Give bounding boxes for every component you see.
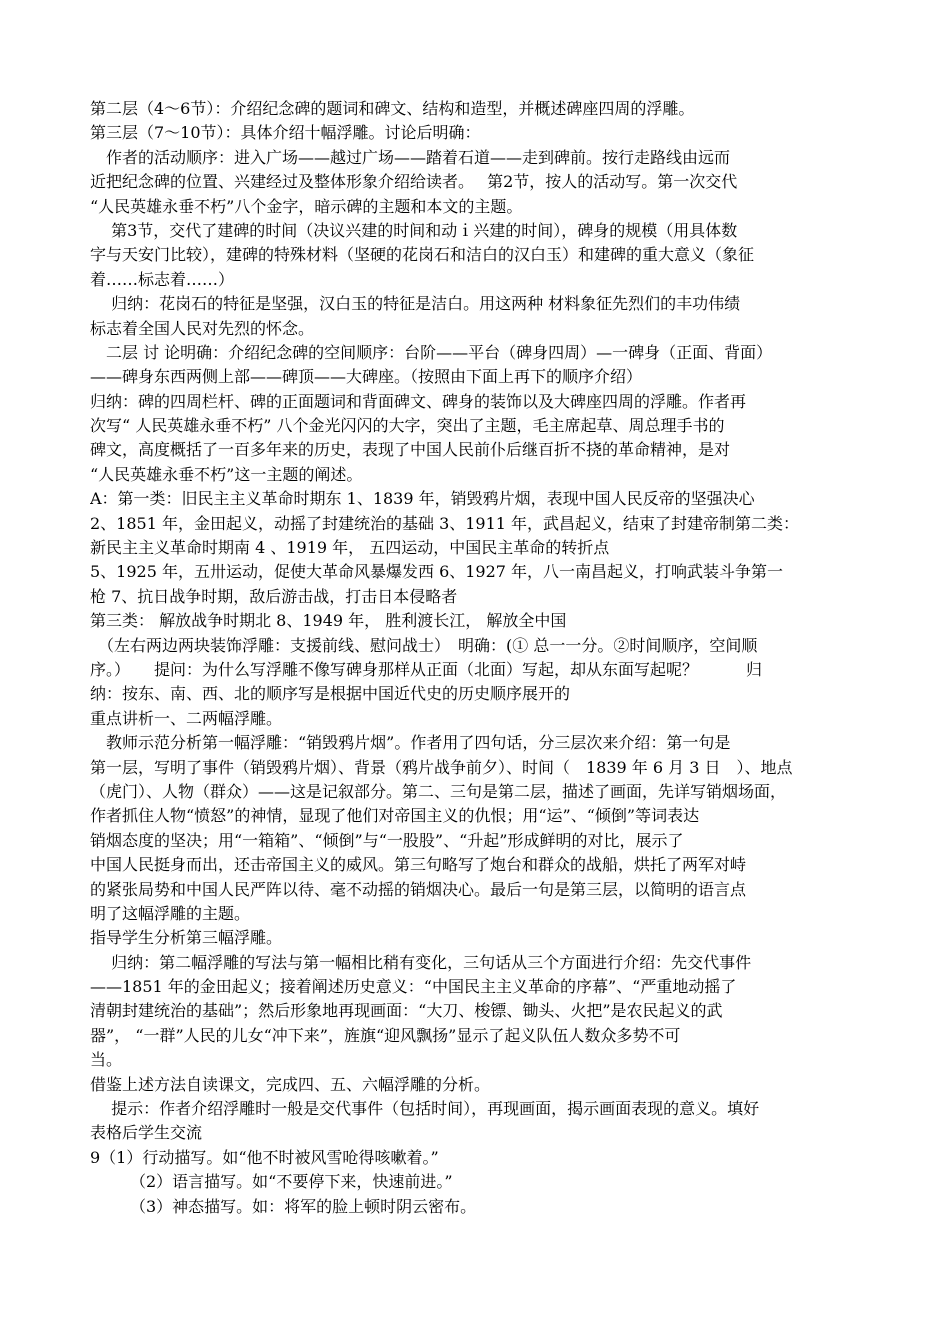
text-line: “人民英雄永垂不朽”八个金字，暗示碑的主题和本文的主题。	[90, 196, 523, 216]
text-line: 着……标志着……）	[90, 269, 235, 289]
text-line: 标志着全国人民对先烈的怀念。	[90, 318, 315, 338]
text-line: 指导学生分析第三幅浮雕。	[90, 928, 283, 948]
text-line: 作者抓住人物“愤怒”的神情，显现了他们对帝国主义的仇恨；用“运”、“倾倒”等词表达	[90, 806, 700, 826]
text-line: 碑文，高度概括了一百多年来的历史，表现了中国人民前仆后继百折不挠的革命精神，是对	[90, 440, 731, 460]
text-line: 枪 7、抗日战争时期，敌后游击战，打击日本侵略者	[90, 586, 458, 606]
text-line: 销烟态度的坚决；用“一箱箱”、“倾倒”与“一股股”、“升起”形成鲜明的对比，展示了	[90, 830, 684, 850]
text-line: 二层 讨 论明确：介绍纪念碑的空间顺序：台阶——平台（碑身四周）—一碑身（正面、背面）	[90, 342, 773, 362]
text-line: A：第一类：旧民主主义革命时期东 1、1839 年，销毁鸦片烟，表现中国人民反帝的坚强决心	[90, 489, 755, 509]
text-line: 序。） 提问：为什么写浮雕不像写碑身那样从正面（北面）写起，却从东面写起呢？ 归	[90, 659, 763, 679]
text-line: （3）神态描写。如：将军的脸上顿时阴云密布。	[90, 1196, 477, 1216]
text-line: 纳：按东、南、西、北的顺序写是根据中国近代史的历史顺序展开的	[90, 684, 571, 704]
text-line: （左右两边两块装饰浮雕：支援前线、慰问战士） 明确：(① 总一一分。②时间顺序，空间顺	[90, 635, 758, 655]
text-line: 第三层（7～10节）：具体介绍十幅浮雕。讨论后明确：	[90, 123, 481, 143]
text-line: （2）语言描写。如“不要停下来，快速前进。”	[90, 1172, 453, 1192]
text-line: 教师示范分析第一幅浮雕：“销毁鸦片烟”。作者用了四句话，分三层次来介绍：第一句是	[90, 733, 731, 753]
text-line: 归纳：碑的四周栏杆、碑的正面题词和背面碑文、碑身的装饰以及大碑座四周的浮雕。作者再	[90, 391, 747, 411]
text-line: 归纳：第二幅浮雕的写法与第一幅相比稍有变化，三句话从三个方面进行介绍：先交代事件	[90, 952, 752, 972]
text-line: 近把纪念碑的位置、兴建经过及整体形象介绍给读者。 第2节，按人的活动写。第一次交代	[90, 172, 738, 192]
text-line: 重点讲析一、二两幅浮雕。	[90, 708, 283, 728]
text-line: 字与天安门比较），建碑的特殊材料（坚硬的花岗石和洁白的汉白玉）和建碑的重大意义（象征	[90, 245, 755, 265]
text-line: 第3节，交代了建碑的时间（决议兴建的时间和动ｉ兴建的时间），碑身的规模（用具体数	[90, 220, 738, 240]
text-line: 器”， “一群”人民的儿女“冲下来”，旌旗“迎风飘扬”显示了起义队伍人数众多势不可	[90, 1025, 681, 1045]
document-body	[90, 97, 870, 1219]
text-line: 中国人民挺身而出，还击帝国主义的威风。第三句略写了炮台和群众的战船，烘托了两军对峙	[90, 855, 747, 875]
text-line: 9（1）行动描写。如“他不时被风雪呛得咳嗽着。”	[90, 1147, 439, 1167]
text-line: 第一层，写明了事件（销毁鸦片烟）、背景（鸦片战争前夕）、时间（ 1839 年 6 月 3 日 ）、地点	[90, 757, 793, 777]
text-line: 作者的活动顺序：进入广场——越过广场——踏着石道——走到碑前。按行走路线由远而	[90, 147, 731, 167]
text-line: 第三类： 解放战争时期北 8、1949 年， 胜利渡长江， 解放全中国	[90, 611, 567, 631]
text-line: 次写“ 人民英雄永垂不朽” 八个金光闪闪的大字，突出了主题，毛主席起草、周总理手书的	[90, 416, 725, 436]
text-line: 清朝封建统治的基础”；然后形象地再现画面：“大刀、梭镖、锄头、火把”是农民起义的武	[90, 1001, 723, 1021]
text-line: 表格后学生交流	[90, 1123, 203, 1143]
text-line: 5、1925 年，五卅运动，促使大革命风暴爆发西 6、1927 年，八一南昌起义，打响武装斗争第一	[90, 562, 784, 582]
text-line: “人民英雄永垂不朽”这一主题的阐述。	[90, 464, 363, 484]
text-line: 借鉴上述方法自读课文，完成四、五、六幅浮雕的分析。	[90, 1074, 491, 1094]
text-line: 提示：作者介绍浮雕时一般是交代事件（包括时间），再现画面，揭示画面表现的意义。填好	[90, 1099, 760, 1119]
text-line: ——碑身东西两侧上部——碑顶——大碑座。（按照由下面上再下的顺序介绍）	[90, 367, 643, 387]
text-line: 的紧张局势和中国人民严阵以待、毫不动摇的销烟决心。最后一句是第三层，以简明的语言点	[90, 879, 747, 899]
text-line: （虎门）、人物（群众）——这是记叙部分。第二、三句是第二层，描述了画面，先详写销烟场面，	[90, 781, 787, 801]
text-line: ——1851 年的金田起义；接着阐述历史意义：“中国民主主义革命的序幕”、“严重地动摇了	[90, 977, 737, 997]
text-line: 当。	[90, 1050, 123, 1070]
text-line: 归纳：花岗石的特征是坚强，汉白玉的特征是洁白。用这两种 材料象征先烈们的丰功伟绩	[90, 294, 741, 314]
text-line: 明了这幅浮雕的主题。	[90, 903, 251, 923]
text-line: 新民主主义革命时期南 4 、1919 年， 五四运动，中国民主革命的转折点	[90, 538, 610, 558]
text-line: 2、1851 年，金田起义，动摇了封建统治的基础 3、1911 年，武昌起义，结束了封建帝制第二类：	[90, 513, 800, 533]
text-line: 第二层（4～6节）：介绍纪念碑的题词和碑文、结构和造型，并概述碑座四周的浮雕。	[90, 99, 695, 118]
